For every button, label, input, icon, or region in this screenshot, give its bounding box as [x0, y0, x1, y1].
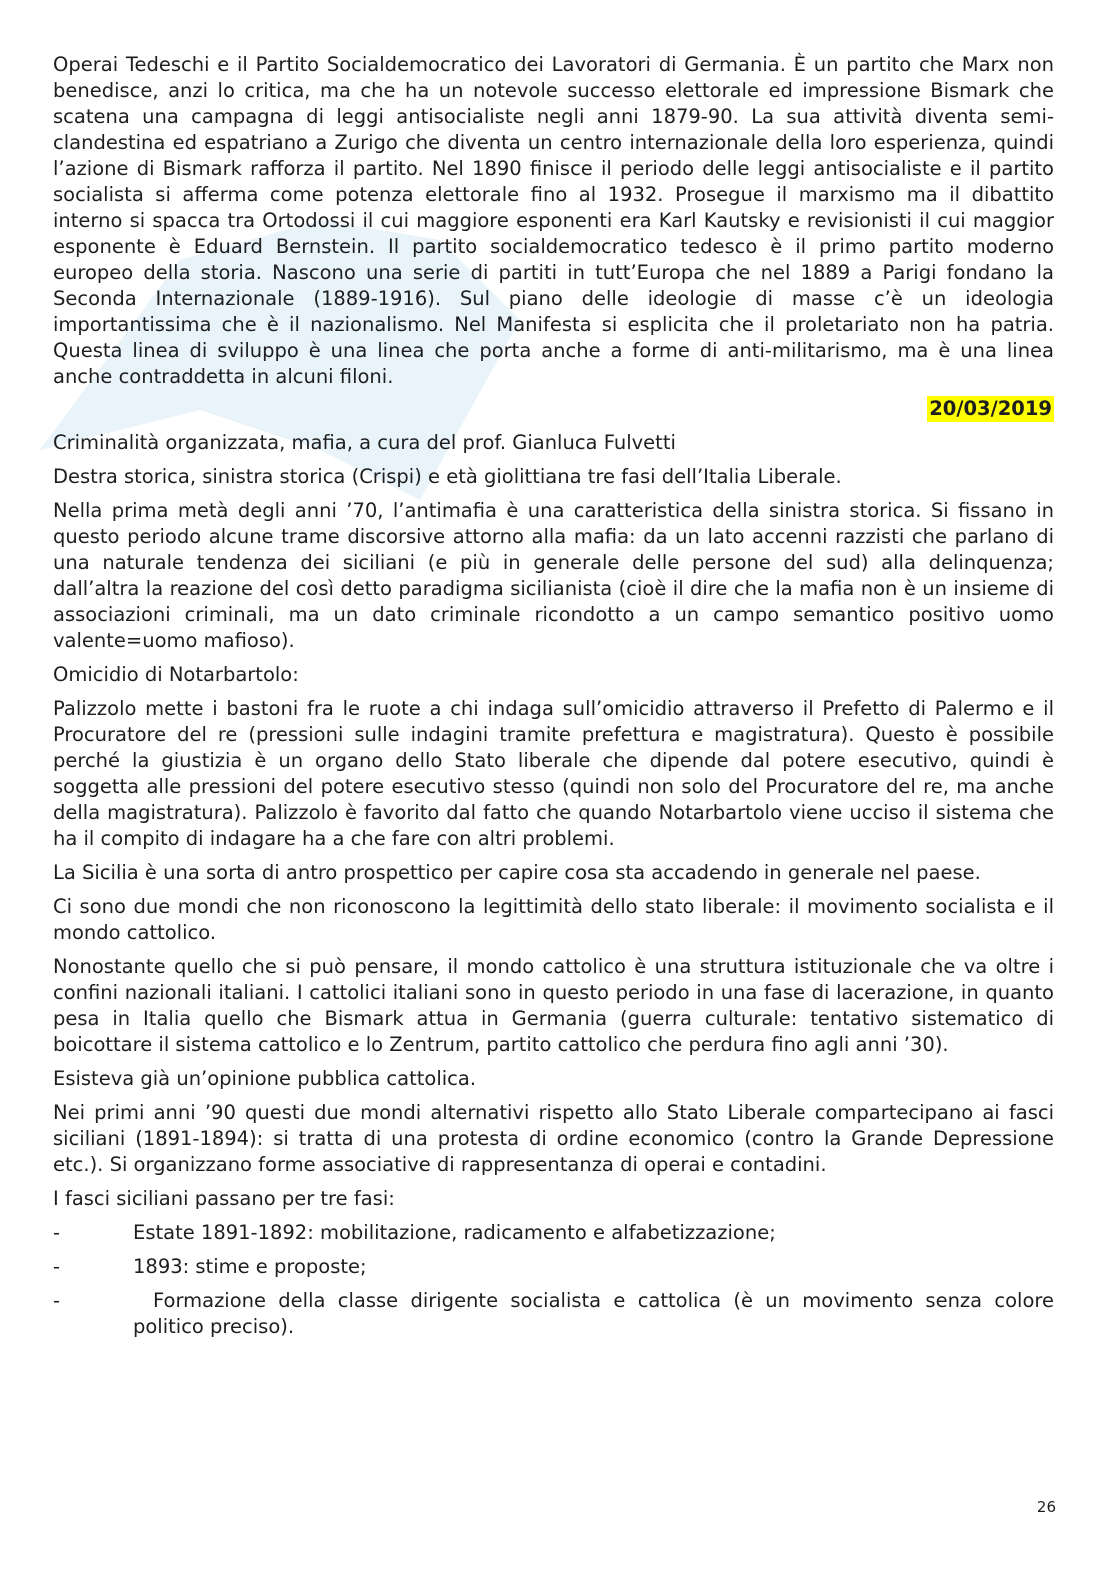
list-item-text: Formazione della classe dirigente socialista e cattolica (è un movimento senza colore politico preciso).	[133, 1289, 1054, 1338]
paragraph-5: Palizzolo mette i bastoni fra le ruote a chi indaga sull’omicidio attraverso il Prefetto di Palermo e il Procuratore del re (pressioni sulle indagini tramite prefettura e magistratura). Questo è possibile perché la giustizia è un organo dello Stato liberale che dipende dal potere esecutivo, quindi è soggetta alle pressioni del potere esecutivo stesso (quindi non solo del Procuratore del re, ma anche della magistratura). Palizzolo è favorito dal fatto che quando Notarbartolo viene ucciso il sistema che ha il compito di indagare ha a che fare con altri problemi.	[53, 697, 1054, 850]
list-item-text: 1893: stime e proposte;	[133, 1255, 367, 1278]
page-number: 26	[1036, 1498, 1056, 1516]
list-item	[53, 1254, 1054, 1280]
paragraph-4: Omicidio di Notarbartolo:	[53, 663, 299, 686]
paragraph-9: Esisteva già un’opinione pubblica cattolica.	[53, 1067, 477, 1090]
document-body	[53, 52, 1054, 1348]
list-item	[53, 1220, 1054, 1246]
paragraph-1: Criminalità organizzata, mafia, a cura del prof. Gianluca Fulvetti	[53, 431, 676, 454]
paragraph-3: Nella prima metà degli anni ’70, l’antimafia è una caratteristica della sinistra storica. Si fissano in questo periodo alcune trame discorsive attorno alla mafia: da un lato accenni razzisti che parlano di una naturale tendenza dei siciliani (e più in generale delle persone del sud) alla delinquenza; dall’altra la reazione del così detto paradigma sicilianista (cioè il dire che la mafia non è un insieme di associazioni criminali, ma un dato criminale ricondotto a un campo semantico positivo uomo valente=uomo mafioso).	[53, 499, 1054, 652]
paragraph-10: Nei primi anni ’90 questi due mondi alternativi rispetto allo Stato Liberale compartecipano ai fasci siciliani (1891-1894): si tratta di una protesta di ordine economico (contro la Grande Depressione etc.). Si organizzano forme associative di rappresentanza di operai e contadini.	[53, 1101, 1054, 1176]
list-item	[53, 1288, 1054, 1340]
paragraph-6: La Sicilia è una sorta di antro prospettico per capire cosa sta accadendo in generale nel paese.	[53, 861, 981, 884]
list-dash: -	[53, 1289, 61, 1312]
paragraph-2: Destra storica, sinistra storica (Crispi) e età giolittiana tre fasi dell’Italia Liberale.	[53, 465, 842, 488]
paragraph-8: Nonostante quello che si può pensare, il mondo cattolico è una struttura istituzionale che va oltre i confini nazionali italiani. I cattolici italiani sono in questo periodo in una fase di lacerazione, in quanto pesa in Italia quello che Bismark attua in Germania (guerra culturale: tentativo sistematico di boicottare il sistema cattolico e lo Zentrum, partito cattolico che perdura fino agli anni ’30).	[53, 955, 1054, 1056]
paragraph-top-0: Operai Tedeschi e il Partito Socialdemocratico dei Lavoratori di Germania. È un partito che Marx non benedisce, anzi lo critica, ma che ha un notevole successo elettorale ed impressione Bismark che scatena una campagna di leggi antisocialiste negli anni 1879-90. La sua attività diventa semi-clandestina ed espatriano a Zurigo che diventa un centro internazionale della loro esperienza, quindi l’azione di Bismark rafforza il partito. Nel 1890 finisce il periodo delle leggi antisocialiste e il partito socialista si afferma come potenza elettorale fino al 1932. Prosegue il marxismo ma il dibattito interno si spacca tra Ortodossi il cui maggiore esponenti era Karl Kautsky e revisionisti il cui maggior esponente è Eduard Bernstein. Il partito socialdemocratico tedesco è il primo partito moderno europeo della storia. Nascono una serie di partiti in tutt’Europa che nel 1889 a Parigi fondano la Seconda Internazionale (1889-1916). Sul piano delle ideologie di masse c’è un ideologia importantissima che è il nazionalismo. Nel Manifesta si esplicita che il proletariato non ha patria. Questa linea di sviluppo è una linea che porta anche a forme di anti-militarismo, ma è una linea anche contraddetta in alcuni filoni.	[53, 53, 1054, 388]
paragraph-7: Ci sono due mondi che non riconoscono la legittimità dello stato liberale: il movimento socialista e il mondo cattolico.	[53, 895, 1054, 944]
date-row	[53, 396, 1054, 424]
list-dash: -	[53, 1221, 61, 1244]
list-dash: -	[53, 1255, 61, 1278]
lecture-date: 20/03/2019	[929, 397, 1052, 420]
paragraph-11: I fasci siciliani passano per tre fasi:	[53, 1187, 395, 1210]
list-item-text: Estate 1891-1892: mobilitazione, radicamento e alfabetizzazione;	[133, 1221, 776, 1244]
